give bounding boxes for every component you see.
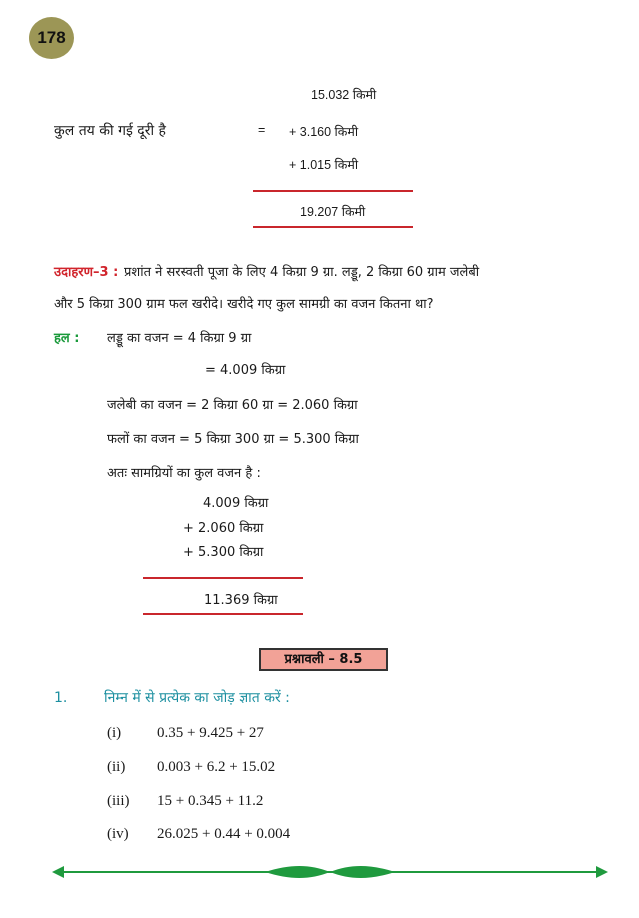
item-label: (i) [107,725,122,741]
sum-line-3: + 5.300 किग्रा [183,545,264,560]
decorative-divider [50,860,610,884]
example-tag: उदाहरण–3 : [54,265,119,280]
example-text-1: प्रशांत ने सरस्वती पूजा के लिए 4 किग्रा 9 ग्रा. लड्डू, 2 किग्रा 60 ग्राम जलेबी [124,265,480,280]
item-expression: 15 + 0.345 + 11.2 [157,793,264,809]
sum-line-2: + 2.060 किग्रा [183,521,264,536]
page-number-badge [29,17,74,59]
distance-line-1: 15.032 किमी [311,88,377,102]
page-number: 178 [37,28,66,47]
item-expression: 26.025 + 0.44 + 0.004 [157,826,291,842]
solution-line-5: अतः सामग्रियों का कुल वजन है : [107,466,261,481]
distance-label: कुल तय की गई दूरी है [54,123,166,139]
distance-line-3: + 1.015 किमी [289,158,359,172]
distance-total: 19.207 किमी [300,205,366,219]
sum-line-1: 4.009 किग्रा [203,496,269,511]
exercise-title-box [259,648,388,671]
weight-rule-bottom [143,613,303,615]
sum-rule-bottom [253,226,413,228]
solution-tag: हल : [54,331,80,346]
sum-rule-top [253,190,413,192]
distance-line-2: + 3.160 किमी [289,125,359,139]
item-label: (ii) [107,759,126,775]
solution-line-2: = 4.009 किग्रा [205,363,286,378]
example-text-2: और 5 किग्रा 300 ग्राम फल खरीदे। खरीदे गए कुल सामग्री का वजन कितना था? [54,297,434,312]
exercise-title: प्रश्नावली – 8.5 [284,652,363,667]
item-expression: 0.35 + 9.425 + 27 [157,725,264,741]
item-expression: 0.003 + 6.2 + 15.02 [157,759,276,775]
solution-line-1: लड्डू का वजन = 4 किग्रा 9 ग्रा [107,331,252,346]
distance-equals: = [258,123,266,137]
weight-rule-top [143,577,303,579]
item-label: (iii) [107,793,130,809]
question-text: निम्न में से प्रत्येक का जोड़ ज्ञात करें : [104,690,290,706]
solution-line-4: फलों का वजन = 5 किग्रा 300 ग्रा = 5.300 किग्रा [107,432,359,447]
item-label: (iv) [107,826,129,842]
weight-total: 11.369 किग्रा [204,593,278,608]
solution-line-3: जलेबी का वजन = 2 किग्रा 60 ग्रा = 2.060 किग्रा [107,398,358,413]
question-number: 1. [54,690,68,706]
